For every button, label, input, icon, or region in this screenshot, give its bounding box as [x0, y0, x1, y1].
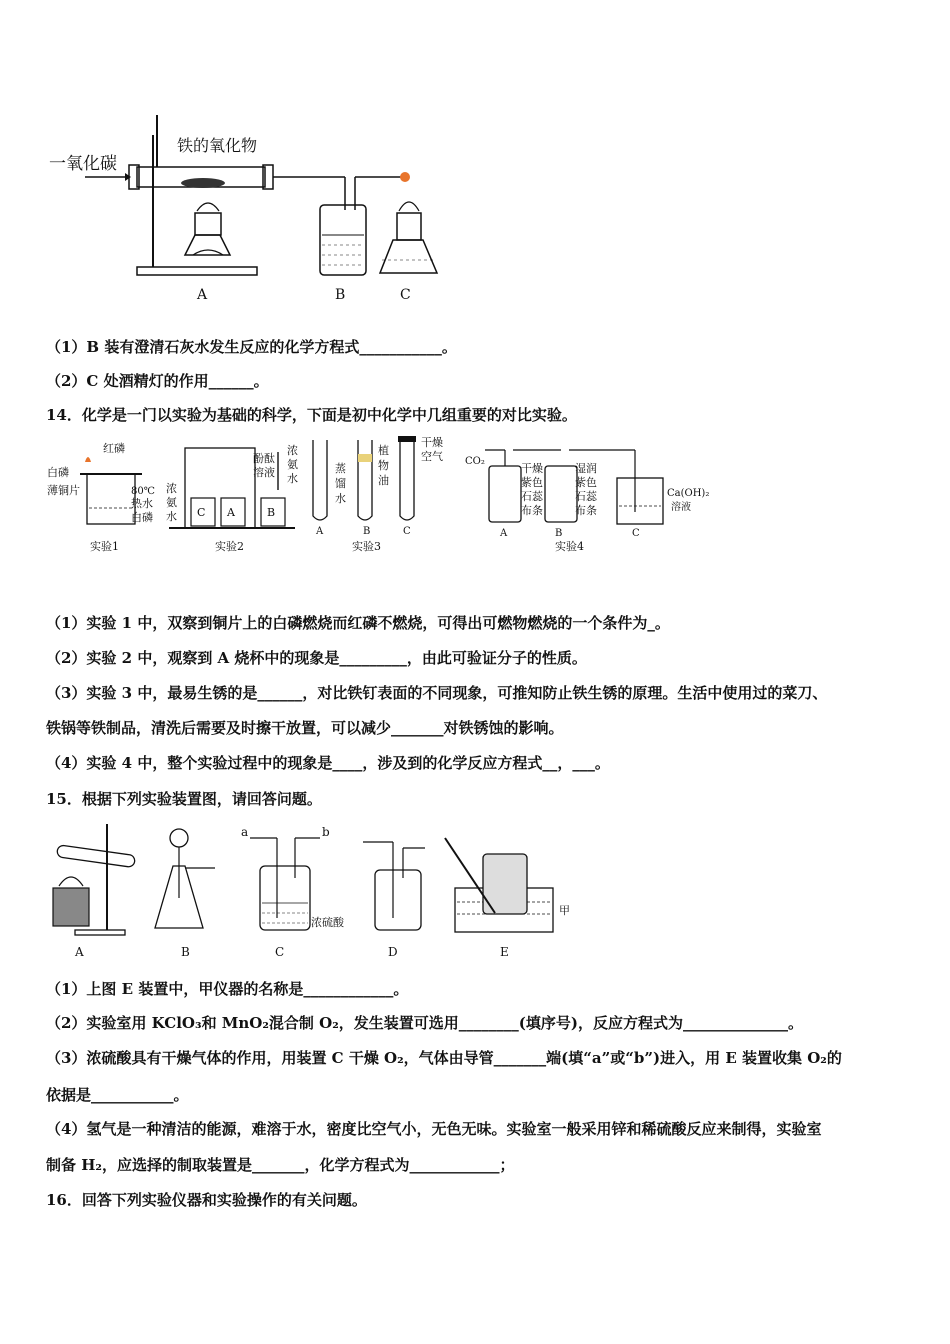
exp3-caption: 实验3 — [352, 540, 381, 553]
q16-title: 16．回答下列实验仪器和实验操作的有关问题。 — [46, 1191, 367, 1209]
iron-oxide-label: 铁的氧化物 — [177, 136, 258, 155]
exp4-caoh: Ca(OH)₂ — [667, 488, 710, 499]
q15-part4a: （4）氢气是一种清洁的能源，难溶于水，密度比空气小，无色无味。实验室一般采用锌和稀硫酸反应来制得，实验室 — [46, 1120, 822, 1138]
exp2-ammonia-3: 水 — [166, 510, 177, 523]
exp4-wet-1: 湿润 — [575, 462, 597, 475]
q14-part4: （4）实验 4 中，整个实验过程中的现象是____，涉及到的化学反应方程式__，___。 — [46, 754, 610, 772]
q14-part1: （1）实验 1 中，双察到铜片上的白磷燃烧而红磷不燃烧，可得出可燃物燃烧的一个条件为_。 — [46, 614, 670, 632]
conc-sulfuric-acid-label: 浓硫酸 — [311, 916, 344, 929]
q15-part4b: 制备 H₂，应选择的制取装置是_______，化学方程式为____________； — [46, 1156, 515, 1174]
q13-part1: （1）B 装有澄清石灰水发生反应的化学方程式___________。 — [46, 338, 457, 356]
exp2-ammonia-1: 浓 — [166, 482, 177, 495]
exp3-veg-oil-1: 植 — [378, 444, 389, 457]
q15-title: 15．根据下列实验装置图，请回答问题。 — [46, 790, 322, 808]
exp2-phenol-2: 溶液 — [253, 466, 275, 479]
exp2-phenol-1: 酚酞 — [253, 452, 275, 465]
comparison-experiments-figure — [45, 432, 725, 560]
exp2-beaker-a: A — [227, 506, 235, 519]
apparatus-a: A — [75, 945, 84, 959]
q15-part2: （2）实验室用 KClO₃和 MnO₂混合制 O₂，发生装置可选用________(填序号)，反应方程式为______________。 — [46, 1014, 803, 1032]
apparatus-d: D — [388, 945, 398, 959]
apparatus-c: C — [275, 945, 285, 959]
port-b-label: b — [322, 825, 330, 839]
q14-part3b: 铁锅等铁制品，清洗后需要及时擦干放置，可以减少_______对铁锈蚀的影响。 — [46, 719, 564, 737]
apparatus-a-label: A — [197, 287, 208, 303]
exp1-white-phosphorus-2: 白磷 — [131, 511, 153, 524]
q15-part3a: （3）浓硫酸具有干燥气体的作用，用装置 C 干燥 O₂，气体由导管_______端(填“a”或“b”)进入，用 E 装置收集 O₂的 — [46, 1049, 842, 1067]
lab-apparatus-figure — [45, 818, 605, 963]
exp4-bottle-a: A — [500, 528, 508, 539]
exp2-ammonia-2: 氨 — [166, 496, 177, 509]
exp1-red-phosphorus: 红磷 — [103, 442, 125, 455]
exp2-caption: 实验2 — [215, 540, 244, 553]
apparatus-b-label: B — [335, 287, 346, 303]
exp4-dry-1: 干燥 — [521, 462, 543, 475]
exp2-beaker-b: B — [267, 506, 276, 519]
exp3-dry-air-2: 空气 — [421, 450, 443, 463]
exp1-white-phosphorus: 白磷 — [47, 466, 69, 479]
exp4-wet-2: 紫色 — [575, 476, 597, 489]
exp2-beaker-c: C — [197, 506, 206, 519]
co-label: 一氧化碳 — [49, 154, 117, 174]
exp4-beaker-c: C — [632, 528, 640, 539]
q14-part2: （2）实验 2 中，观察到 A 烧杯中的现象是_________，由此可验证分子的性质。 — [46, 649, 587, 667]
jia-label: 甲 — [559, 904, 570, 917]
q13-part2: （2）C 处酒精灯的作用______。 — [46, 372, 269, 390]
exp4-solution: 溶液 — [671, 502, 691, 513]
exp4-dry-3: 石蕊 — [521, 490, 543, 503]
exp3-veg-oil-3: 油 — [378, 474, 389, 487]
exp3-dry-air-1: 干燥 — [421, 436, 443, 449]
q15-part1: （1）上图 E 装置中，甲仪器的名称是____________。 — [46, 980, 409, 998]
exp3-dist-water-3: 水 — [335, 492, 346, 505]
exp3-tube-c: C — [403, 526, 411, 537]
exp4-wet-4: 布条 — [575, 504, 597, 517]
exp4-caption: 实验4 — [555, 540, 584, 553]
port-a-label: a — [241, 825, 249, 839]
exp3-dist-water-2: 馏 — [335, 477, 346, 490]
exp3-dist-water-1: 蒸 — [335, 462, 346, 475]
apparatus-b: B — [181, 945, 190, 959]
exp3-tube-b: B — [363, 526, 371, 537]
q14-part3a: （3）实验 3 中，最易生锈的是______，对比铁钉表面的不同现象，可推知防止铁生锈的原理。生活中使用过的菜刀、 — [46, 684, 828, 702]
exp4-dry-2: 紫色 — [521, 476, 543, 489]
exp3-tube-a: A — [316, 526, 324, 537]
apparatus-e: E — [500, 945, 509, 959]
exp2-ammonia2-1: 浓 — [287, 444, 298, 457]
q14-title: 14．化学是一门以实验为基础的科学，下面是初中化学中几组重要的对比实验。 — [46, 406, 577, 424]
exp4-dry-4: 布条 — [521, 504, 543, 517]
co-reduction-apparatus-figure — [45, 105, 465, 305]
exp3-veg-oil-2: 物 — [378, 459, 389, 472]
exp2-ammonia2-2: 氨 — [287, 458, 298, 471]
exp1-temp: 80℃ — [131, 486, 155, 497]
exp4-co2: CO₂ — [465, 456, 485, 467]
exp1-caption: 实验1 — [90, 540, 119, 553]
exp2-ammonia2-3: 水 — [287, 472, 298, 485]
exp1-hot-water: 热水 — [131, 497, 153, 510]
exp4-bottle-b: B — [555, 528, 563, 539]
apparatus-c-label: C — [400, 287, 411, 303]
q15-part3b: 依据是___________。 — [46, 1086, 189, 1104]
exp4-wet-3: 石蕊 — [575, 490, 597, 503]
exp1-copper-sheet: 薄铜片 — [47, 484, 80, 497]
